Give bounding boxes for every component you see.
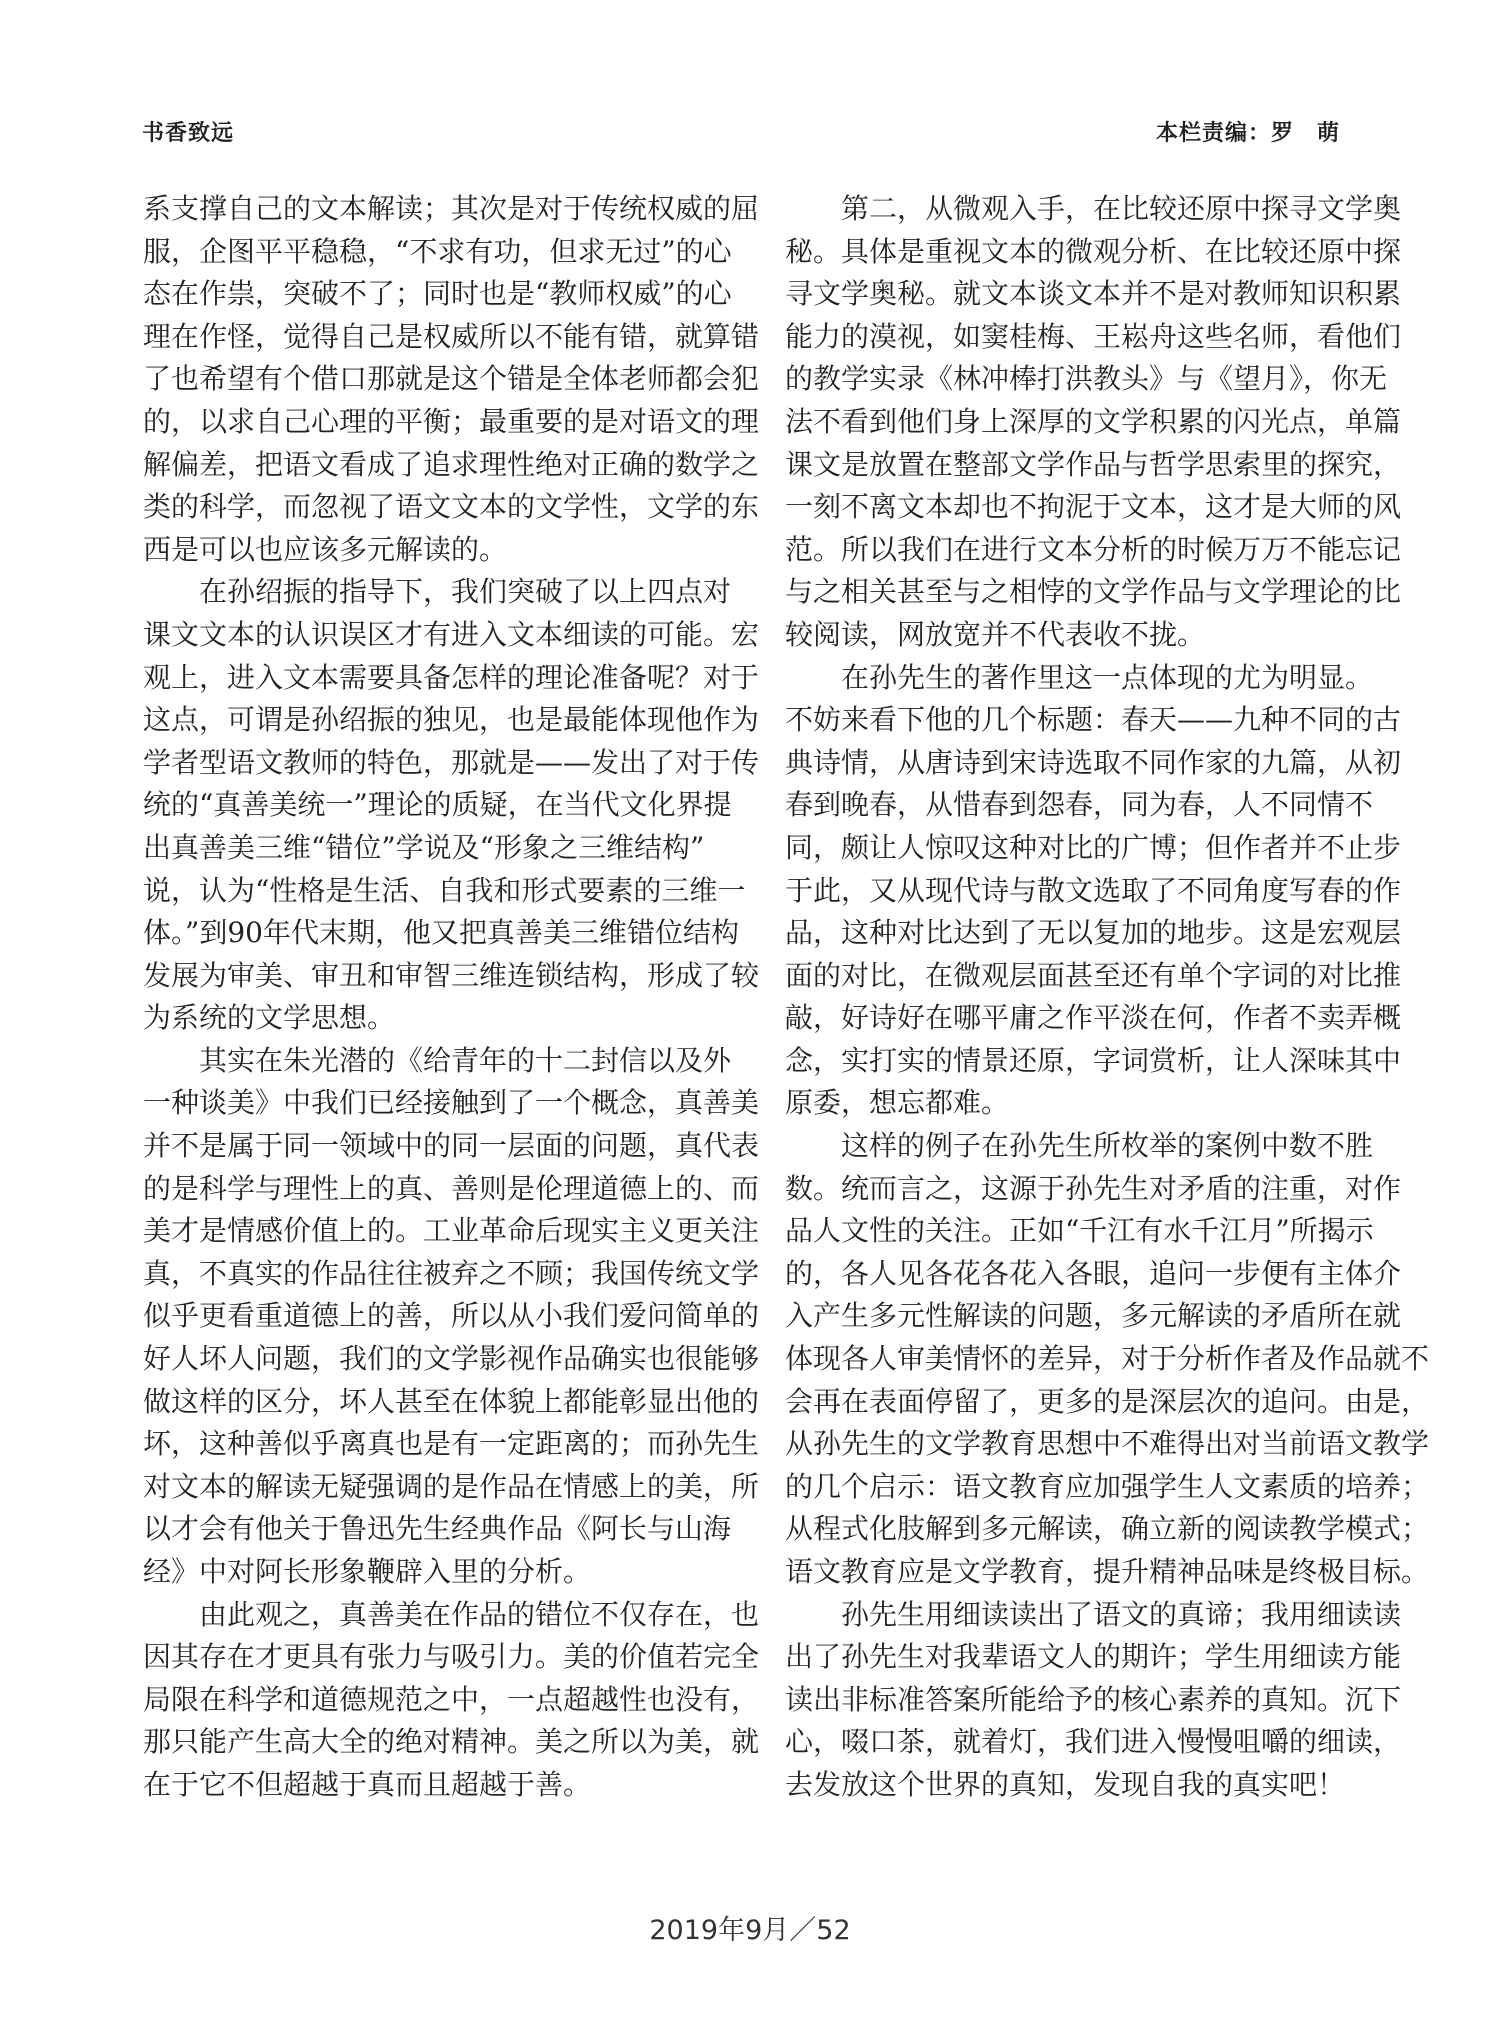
text-line: 孙先生用细读读出了语文的真谛；我用细读读 xyxy=(841,1597,1402,1631)
text-line: 美才是情感价值上的。工业革命后现实主义更关注 xyxy=(143,1214,760,1248)
text-line: 课文是放置在整部文学作品与哲学思索里的探究， xyxy=(785,447,1402,481)
text-line: 为系统的文学思想。 xyxy=(143,1001,396,1035)
text-line: 第二，从微观入手，在比较还原中探寻文学奥 xyxy=(841,192,1402,225)
text-line: 理在作怪，觉得自己是权威所以不能有错，就算错 xyxy=(143,319,760,353)
text-line: 了也希望有个借口那就是这个错是全体老师都会犯 xyxy=(143,362,760,396)
text-line: 同，颇让人惊叹这种对比的广博；但作者并不止步 xyxy=(785,830,1402,864)
text-line: 似乎更看重道德上的善，所以从小我们爱问简单的 xyxy=(143,1299,760,1333)
text-line: 读出非标准答案所能给予的核心素养的真知。沉下 xyxy=(785,1682,1402,1716)
text-line: 在于它不但超越于真而且超越于善。 xyxy=(143,1767,592,1801)
text-line: 系支撑自己的文本解读；其次是对于传统权威的屈 xyxy=(143,192,760,225)
text-line: 典诗情，从唐诗到宋诗选取不同作家的九篇，从初 xyxy=(785,745,1402,779)
text-line: 体。”到90年代末期，他又把真善美三维错位结构 xyxy=(143,916,739,950)
text-line: 品人文性的关注。正如“千江有水千江月”所揭示 xyxy=(785,1214,1374,1248)
paragraph xyxy=(143,571,760,1040)
text-line: 敲，好诗好在哪平庸之作平淡在何，作者不卖弄概 xyxy=(785,1001,1402,1035)
text-line: 经》中对阿长形象鞭辟入里的分析。 xyxy=(143,1555,592,1588)
text-line: 语文教育应是文学教育，提升精神品味是终极目标。 xyxy=(785,1555,1430,1588)
paragraph xyxy=(785,657,1402,1126)
text-line: 较阅读，网放宽并不代表收不拢。 xyxy=(785,617,1206,651)
section-title: 书香致远 xyxy=(142,121,235,146)
text-line: 从程式化肢解到多元解读，确立新的阅读教学模式； xyxy=(785,1512,1430,1546)
paragraph xyxy=(143,188,760,571)
text-line: 出真善美三维“错位”学说及“形象之三维结构” xyxy=(143,830,705,864)
column-editor: 本栏责编：罗 萌 xyxy=(1155,121,1340,146)
text-line: 于此，又从现代诗与散文选取了不同角度写春的作 xyxy=(785,873,1402,907)
text-line: 法不看到他们身上深厚的文学积累的闪光点，单篇 xyxy=(785,404,1402,438)
text-line: 统的“真善美统一”理论的质疑，在当代文化界提 xyxy=(143,788,732,822)
text-line: 发展为审美、审丑和审智三维连锁结构，形成了较 xyxy=(143,958,760,992)
text-line: 原委，想忘都难。 xyxy=(785,1086,1010,1120)
text-line: 学者型语文教师的特色，那就是——发出了对于传 xyxy=(143,745,760,779)
text-line: 念，实打实的情景还原，字词赏析，让人深味其中 xyxy=(785,1043,1402,1077)
paragraph xyxy=(143,1594,760,1807)
text-line: 坏，这种善似乎离真也是有一定距离的；而孙先生 xyxy=(143,1427,760,1461)
text-line: 真，不真实的作品往往被弃之不顾；我国传统文学 xyxy=(143,1256,760,1290)
text-line: 服，企图平平稳稳，“不求有功，但求无过”的心 xyxy=(143,234,732,268)
text-line: 数。统而言之，这源于孙先生对矛盾的注重，对作 xyxy=(785,1171,1402,1205)
paragraph xyxy=(785,1125,1430,1594)
text-line: 春到晚春，从惜春到怨春，同为春，人不同情不 xyxy=(785,788,1374,822)
text-line: 与之相关甚至与之相悖的文学作品与文学理论的比 xyxy=(785,575,1402,609)
text-line: 课文文本的认识误区才有进入文本细读的可能。宏 xyxy=(143,617,760,651)
text-line: 在孙绍振的指导下，我们突破了以上四点对 xyxy=(199,575,732,609)
text-line: 西是可以也应该多元解读的。 xyxy=(143,532,508,566)
text-line: 去发放这个世界的真知，发现自我的真实吧！ xyxy=(785,1767,1346,1801)
text-line: 并不是属于同一领域中的同一层面的问题，真代表 xyxy=(143,1129,760,1163)
text-line: 的是科学与理性上的真、善则是伦理道德上的、而 xyxy=(143,1171,760,1205)
text-line: 一刻不离文本却也不拘泥于文本，这才是大师的风 xyxy=(785,490,1402,524)
text-line: 那只能产生高大全的绝对精神。美之所以为美，就 xyxy=(143,1725,760,1759)
text-line: 做这样的区分，坏人甚至在体貌上都能彰显出他的 xyxy=(143,1384,760,1418)
text-line: 能力的漠视，如窦桂梅、王崧舟这些名师，看他们 xyxy=(785,319,1402,353)
text-line: 解偏差，把语文看成了追求理性绝对正确的数学之 xyxy=(143,447,760,481)
text-line: 因其存在才更具有张力与吸引力。美的价值若完全 xyxy=(143,1640,760,1674)
text-line: 这样的例子在孙先生所枚举的案例中数不胜 xyxy=(841,1129,1374,1163)
page-footer: 2019年9月／52 xyxy=(649,1915,851,1946)
text-line: 类的科学，而忽视了语文文本的文学性，文学的东 xyxy=(143,490,760,524)
text-line: 好人坏人问题，我们的文学影视作品确实也很能够 xyxy=(143,1342,760,1376)
text-line: 这点，可谓是孙绍振的独见，也是最能体现他作为 xyxy=(143,703,760,737)
left-column xyxy=(143,188,760,1807)
text-line: 说，认为“性格是生活、自我和形式要素的三维一 xyxy=(143,873,746,907)
text-line: 由此观之，真善美在作品的错位不仅存在，也 xyxy=(199,1597,760,1631)
text-line: 入产生多元性解读的问题，多元解读的矛盾所在就 xyxy=(785,1299,1402,1333)
text-line: 的教学实录《林冲棒打洪教头》与《望月》，你无 xyxy=(785,362,1388,396)
text-line: 的，以求自己心理的平衡；最重要的是对语文的理 xyxy=(143,404,760,438)
text-line: 的几个启示：语文教育应加强学生人文素质的培养； xyxy=(785,1469,1430,1503)
paragraph xyxy=(785,1594,1402,1807)
text-line: 以才会有他关于鲁迅先生经典作品《阿长与山海 xyxy=(143,1512,732,1546)
text-line: 局限在科学和道德规范之中，一点超越性也没有， xyxy=(143,1682,760,1716)
text-line: 心，啜口茶，就着灯，我们进入慢慢咀嚼的细读， xyxy=(785,1725,1402,1759)
paragraph xyxy=(143,1040,760,1594)
text-line: 出了孙先生对我辈语文人的期许；学生用细读方能 xyxy=(785,1640,1402,1674)
right-column xyxy=(785,188,1430,1807)
text-line: 范。所以我们在进行文本分析的时候万万不能忘记 xyxy=(785,532,1402,566)
text-line: 其实在朱光潜的《给青年的十二封信以及外 xyxy=(199,1043,732,1077)
text-line: 秘。具体是重视文本的微观分析、在比较还原中探 xyxy=(785,234,1402,268)
text-line: 一种谈美》中我们已经接触到了一个概念，真善美 xyxy=(143,1086,760,1120)
text-line: 体现各人审美情怀的差异，对于分析作者及作品就不 xyxy=(785,1342,1430,1376)
text-line: 观上，进入文本需要具备怎样的理论准备呢？对于 xyxy=(143,660,760,694)
text-line: 的，各人见各花各花入各眼，追问一步便有主体介 xyxy=(785,1256,1402,1290)
text-line: 在孙先生的著作里这一点体现的尤为明显。 xyxy=(841,660,1374,694)
paragraph xyxy=(785,188,1402,657)
text-line: 态在作祟，突破不了；同时也是“教师权威”的心 xyxy=(143,277,732,311)
text-line: 寻文学奥秘。就文本谈文本并不是对教师知识积累 xyxy=(785,277,1402,311)
text-line: 品，这种对比达到了无以复加的地步。这是宏观层 xyxy=(785,916,1402,950)
text-line: 会再在表面停留了，更多的是深层次的追问。由是， xyxy=(785,1384,1430,1418)
text-line: 从孙先生的文学教育思想中不难得出对当前语文教学 xyxy=(785,1427,1430,1461)
text-line: 不妨来看下他的几个标题：春天——九种不同的古 xyxy=(785,703,1402,737)
text-line: 对文本的解读无疑强调的是作品在情感上的美，所 xyxy=(143,1469,760,1503)
text-line: 面的对比，在微观层面甚至还有单个字词的对比推 xyxy=(785,958,1402,992)
